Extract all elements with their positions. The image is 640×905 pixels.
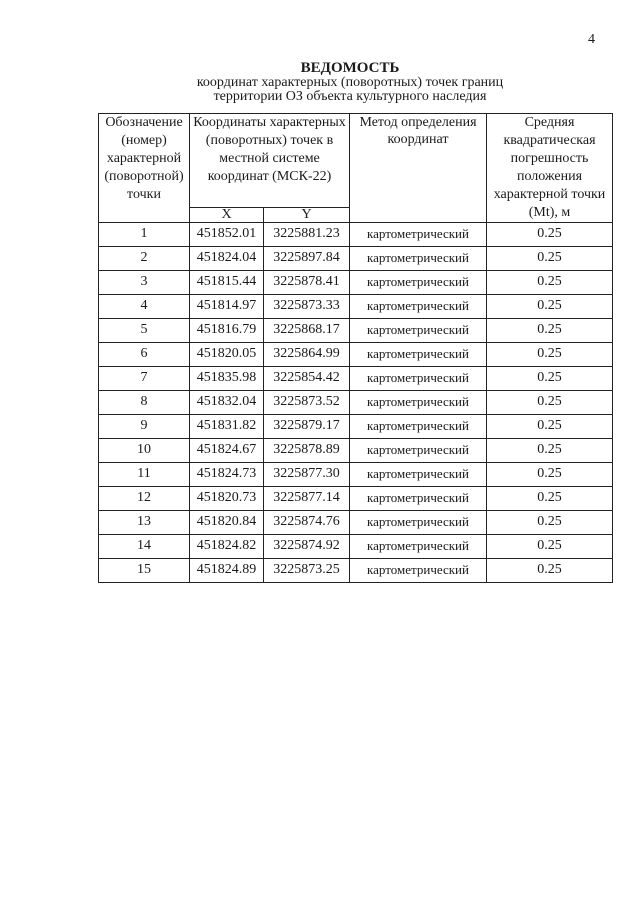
cell-point-number: 7 [99,367,190,391]
cell-y: 3225878.41 [264,271,350,295]
cell-point-number: 8 [99,391,190,415]
cell-point-number: 14 [99,535,190,559]
document-subtitle-line-1: координат характерных (поворотных) точек границ [196,75,504,90]
cell-x: 451820.84 [190,511,264,535]
cell-x: 451852.01 [190,223,264,247]
cell-x: 451820.05 [190,343,264,367]
header-y: Y [264,208,350,223]
cell-error: 0.25 [487,343,613,367]
cell-point-number: 2 [99,247,190,271]
cell-point-number: 1 [99,223,190,247]
cell-x: 451824.04 [190,247,264,271]
cell-error: 0.25 [487,223,613,247]
cell-method: картометрический [350,487,487,511]
cell-x: 451835.98 [190,367,264,391]
cell-y: 3225877.14 [264,487,350,511]
cell-y: 3225873.33 [264,295,350,319]
cell-point-number: 5 [99,319,190,343]
cell-error: 0.25 [487,463,613,487]
cell-error: 0.25 [487,391,613,415]
cell-y: 3225878.89 [264,439,350,463]
cell-error: 0.25 [487,439,613,463]
cell-method: картометрический [350,439,487,463]
table-row [99,247,613,271]
table-row [99,319,613,343]
table-row [99,295,613,319]
cell-point-number: 3 [99,271,190,295]
table-row [99,559,613,583]
coordinates-table [98,113,613,583]
cell-error: 0.25 [487,535,613,559]
cell-point-number: 11 [99,463,190,487]
cell-error: 0.25 [487,367,613,391]
cell-y: 3225873.52 [264,391,350,415]
cell-method: картометрический [350,247,487,271]
cell-method: картометрический [350,223,487,247]
header-error: Средняя квадратическая погрешность положения характерной точки (Mt), м [487,114,613,223]
table-row [99,223,613,247]
cell-error: 0.25 [487,295,613,319]
table-row [99,511,613,535]
cell-point-number: 6 [99,343,190,367]
table-row [99,343,613,367]
cell-method: картометрический [350,559,487,583]
header-coordinates: Координаты характерных (поворотных) точек в местной системе координат (МСК-22) [190,114,350,208]
cell-y: 3225864.99 [264,343,350,367]
cell-method: картометрический [350,295,487,319]
cell-x: 451824.82 [190,535,264,559]
table-row [99,271,613,295]
cell-x: 451832.04 [190,391,264,415]
cell-method: картометрический [350,367,487,391]
cell-y: 3225874.92 [264,535,350,559]
header-point-number: Обозначение (номер) характерной (поворотной) точки [99,114,190,223]
table-row [99,415,613,439]
cell-point-number: 9 [99,415,190,439]
cell-method: картометрический [350,319,487,343]
cell-x: 451824.89 [190,559,264,583]
table-row [99,439,613,463]
cell-point-number: 15 [99,559,190,583]
table-row [99,535,613,559]
table-row [99,367,613,391]
cell-point-number: 12 [99,487,190,511]
cell-error: 0.25 [487,415,613,439]
cell-error: 0.25 [487,511,613,535]
cell-x: 451815.44 [190,271,264,295]
cell-x: 451814.97 [190,295,264,319]
cell-error: 0.25 [487,319,613,343]
cell-x: 451820.73 [190,487,264,511]
cell-point-number: 4 [99,295,190,319]
cell-x: 451824.67 [190,439,264,463]
cell-error: 0.25 [487,559,613,583]
cell-y: 3225879.17 [264,415,350,439]
header-x: X [190,208,264,223]
cell-error: 0.25 [487,271,613,295]
table-row [99,487,613,511]
cell-error: 0.25 [487,487,613,511]
cell-y: 3225877.30 [264,463,350,487]
cell-method: картометрический [350,463,487,487]
cell-error: 0.25 [487,247,613,271]
cell-x: 451831.82 [190,415,264,439]
cell-method: картометрический [350,271,487,295]
cell-method: картометрический [350,415,487,439]
cell-method: картометрический [350,535,487,559]
document-subtitle-line-2: территории ОЗ объекта культурного наследия [213,89,487,104]
document-title: ВЕДОМОСТЬ [300,60,400,76]
cell-y: 3225874.76 [264,511,350,535]
cell-y: 3225854.42 [264,367,350,391]
page-number: 4 [588,32,595,47]
cell-method: картометрический [350,343,487,367]
table-row [99,463,613,487]
cell-x: 451824.73 [190,463,264,487]
table-row [99,391,613,415]
cell-point-number: 13 [99,511,190,535]
cell-x: 451816.79 [190,319,264,343]
cell-y: 3225873.25 [264,559,350,583]
title-block [150,60,550,104]
cell-y: 3225868.17 [264,319,350,343]
cell-y: 3225897.84 [264,247,350,271]
cell-y: 3225881.23 [264,223,350,247]
header-method: Метод определения координат [350,114,487,223]
cell-point-number: 10 [99,439,190,463]
cell-method: картометрический [350,391,487,415]
cell-method: картометрический [350,511,487,535]
